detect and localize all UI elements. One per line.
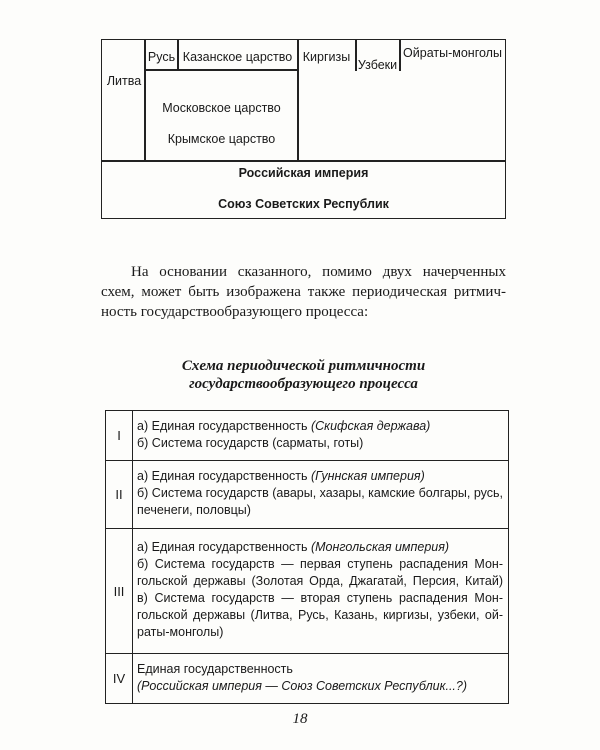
cell-kazan: Казанское царство (182, 50, 293, 64)
schema-title-line: Схема периодической ритмичности (181, 358, 426, 374)
period-row (106, 411, 509, 461)
period-number: II (106, 461, 133, 529)
period-row (106, 529, 509, 654)
body-paragraph (101, 262, 506, 322)
period-number: I (106, 411, 133, 461)
cell-moscow: Московское царство (162, 101, 281, 115)
period-number: IV (106, 654, 133, 704)
cell-rus: Русь (147, 50, 176, 64)
period-text: а) Единая государственность (Скифская держава) б) Система государств (сарматы, готы) (133, 411, 509, 461)
cell-crimea: Крымское царство (167, 132, 276, 146)
paragraph-line: ность государствообразующего процесса: (101, 304, 369, 320)
schema-title (101, 357, 506, 393)
schema-title-line: государствообразующего процесса (189, 376, 418, 392)
cell-uzbeki: Узбеки (357, 58, 398, 72)
period-text: Единая государственность (Российская империя — Союз Советских Республик...?) (133, 654, 509, 704)
cell-litva: Литва (106, 74, 142, 88)
periods-table (105, 410, 509, 704)
period-text: а) Единая государственность (Гуннская империя) б) Система государств (авары, хазары, камские болгары, русь, печенеги, половцы) (133, 461, 509, 529)
cell-empire: Российская империя (238, 166, 369, 180)
period-text: а) Единая государственность (Монгольская империя) б) Система государств — первая ступень распадения Мон- гольской державы (Золотая Орда, Джагатай, Персия, Китай) в) Система государств — вторая ступень распадения Мон- гольской державы (Литва, Русь, Казань, киргизы, узбеки, ой- раты-монголы) (133, 529, 509, 654)
scheme-table (101, 39, 506, 219)
paragraph-line: схем, может быть изображена также периодическая ритмич- (101, 284, 506, 300)
page-number: 18 (292, 711, 308, 727)
cell-oiraty: Ойраты-монголы (403, 46, 502, 60)
cell-kirgizy: Киргизы (302, 50, 351, 64)
cell-ussr: Союз Советских Республик (218, 197, 389, 211)
period-row (106, 654, 509, 704)
period-number: III (106, 529, 133, 654)
period-row (106, 461, 509, 529)
paragraph-line: На основании сказанного, помимо двух начерченных (131, 264, 506, 280)
